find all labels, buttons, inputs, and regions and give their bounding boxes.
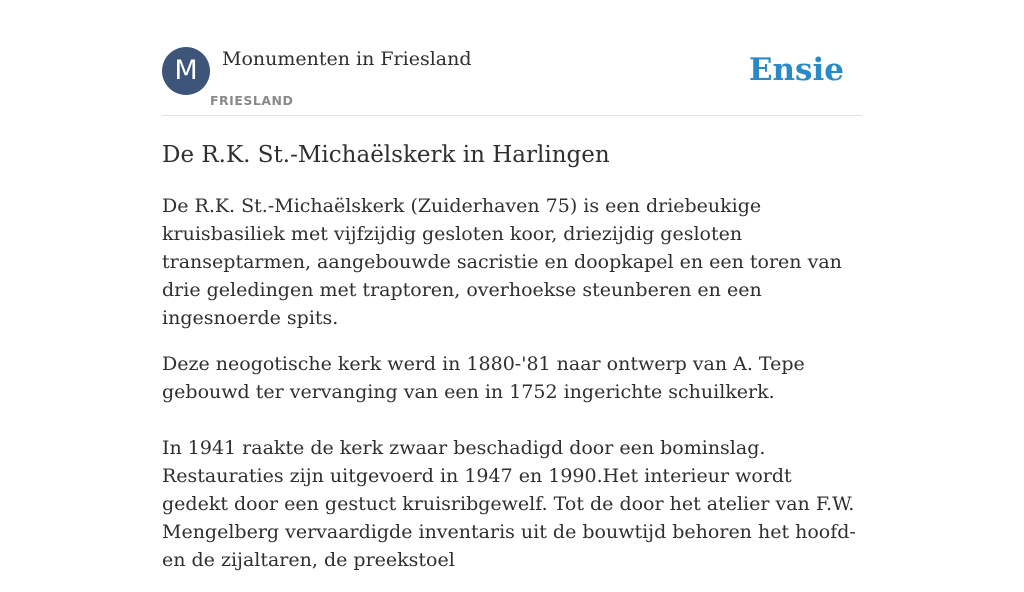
article-title: De R.K. St.-Michaëlskerk in Harlingen [162,142,610,168]
article-paragraph: Deze neogotische kerk werd in 1880-'81 naar ontwerp van A. Tepe gebouwd ter vervanging van een in 1752 ingerichte schuilkerk. [162,353,805,403]
article-body [162,192,862,592]
channel-header [162,47,862,116]
channel-title[interactable]: Monumenten in Friesland [222,48,472,70]
brand-logo[interactable]: Ensie [748,52,844,88]
article-paragraph: In 1941 raakte de kerk zwaar beschadigd door een bominslag. Restauraties zijn uitgevoerd in 1947 en 1990.Het interieur wordt gedekt door een gestuct kruisribgewelf. Tot de door het atelier van F.W. Mengelberg vervaardigde inventaris uit de bouwtijd behoren het hoofd- en de zijaltaren, de preekstoel [162,437,856,571]
avatar[interactable]: M [162,47,210,95]
channel-tag[interactable]: FRIESLAND [210,93,294,108]
article-paragraph: De R.K. St.-Michaëlskerk (Zuiderhaven 75) is een driebeukige kruisbasiliek met vijfzijdig gesloten koor, driezijdig gesloten transeptarmen, aangebouwde sacristie en doopkapel en een toren van drie geledingen met traptoren, overhoekse steunberen en een ingesnoerde spits. [162,195,842,329]
